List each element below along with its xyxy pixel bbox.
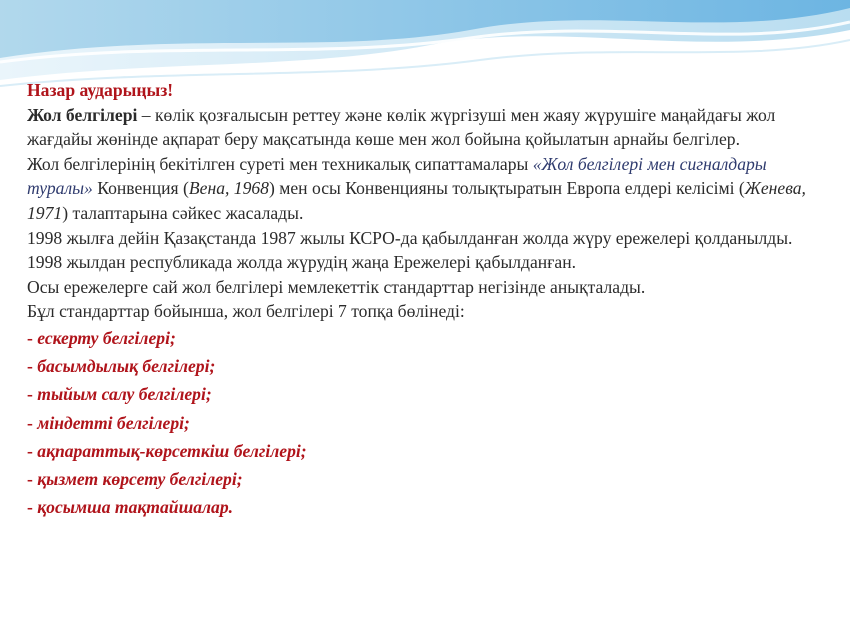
- list-item: [27, 324, 827, 352]
- list-dash: -: [27, 440, 38, 461]
- list-item: [27, 380, 827, 408]
- list-item-label: қызмет көрсету белгілері;: [37, 468, 243, 489]
- groups-intro: Бұл стандарттар бойынша, жол белгілері 7 топқа бөлінеді:: [27, 301, 465, 322]
- list-dash: -: [27, 356, 38, 377]
- list-item-label: қосымша тақтайшалар.: [37, 497, 234, 518]
- convention-text-4: ) талаптарына сәйкес жасалады.: [62, 202, 304, 223]
- convention-text-2: Конвенция (: [92, 178, 189, 199]
- definition-paragraph: [27, 103, 827, 152]
- list-item-label: ескерту белгілері;: [37, 327, 176, 348]
- list-dash: -: [27, 468, 38, 489]
- convention-text-1: Жол белгілерінің бекітілген суреті мен техникалық сипаттамалары: [27, 153, 533, 174]
- sign-groups-list: [27, 324, 827, 521]
- list-dash: -: [27, 384, 38, 405]
- slide-heading: Назар аударыңыз!: [27, 80, 174, 100]
- geneva-citation: Женева, 1971: [27, 178, 806, 223]
- vienna-citation: Вена, 1968: [188, 178, 269, 199]
- list-item: [27, 465, 827, 493]
- convention-text-3: ) мен осы Конвенцияны толықтыратын Европа елдері келісімі (: [268, 178, 745, 199]
- list-item: [27, 352, 827, 380]
- list-item-label: тыйым салу белгілері;: [37, 384, 212, 405]
- definition-term: Жол белгілері: [27, 104, 138, 125]
- list-item-label: міндетті белгілері;: [37, 412, 190, 433]
- convention-title: «Жол белгілері мен сигналдары туралы»: [27, 153, 767, 199]
- history-paragraph: 1998 жылға дейін Қазақстанда 1987 жылы КСРО-да қабылданған жолда жүру ережелері қолданылды. 1998 жылдан республикада жолда жүрудің жаңа Ережелері қабылданған.: [27, 227, 793, 273]
- list-item: [27, 437, 827, 465]
- list-dash: -: [27, 412, 38, 433]
- list-item: [27, 409, 827, 437]
- list-item-label: басымдылық белгілері;: [37, 356, 216, 377]
- definition-text: – көлік қозғалысын реттеу және көлік жүргізуші мен жаяу жүрушіге маңайдағы жол жағдайы жөнінде ақпарат беру мақсатында көше мен жол бойына қойылатын арнайы белгілер.: [27, 104, 776, 150]
- standards-paragraph: Осы ережелерге сай жол белгілері мемлекеттік стандарттар негізінде анықталады.: [27, 276, 646, 297]
- list-dash: -: [27, 327, 38, 348]
- list-item: [27, 493, 827, 521]
- convention-paragraph: [27, 152, 827, 226]
- list-dash: -: [27, 497, 38, 518]
- slide-content: [27, 78, 827, 521]
- list-item-label: ақпараттық-көрсеткіш белгілері;: [37, 440, 307, 461]
